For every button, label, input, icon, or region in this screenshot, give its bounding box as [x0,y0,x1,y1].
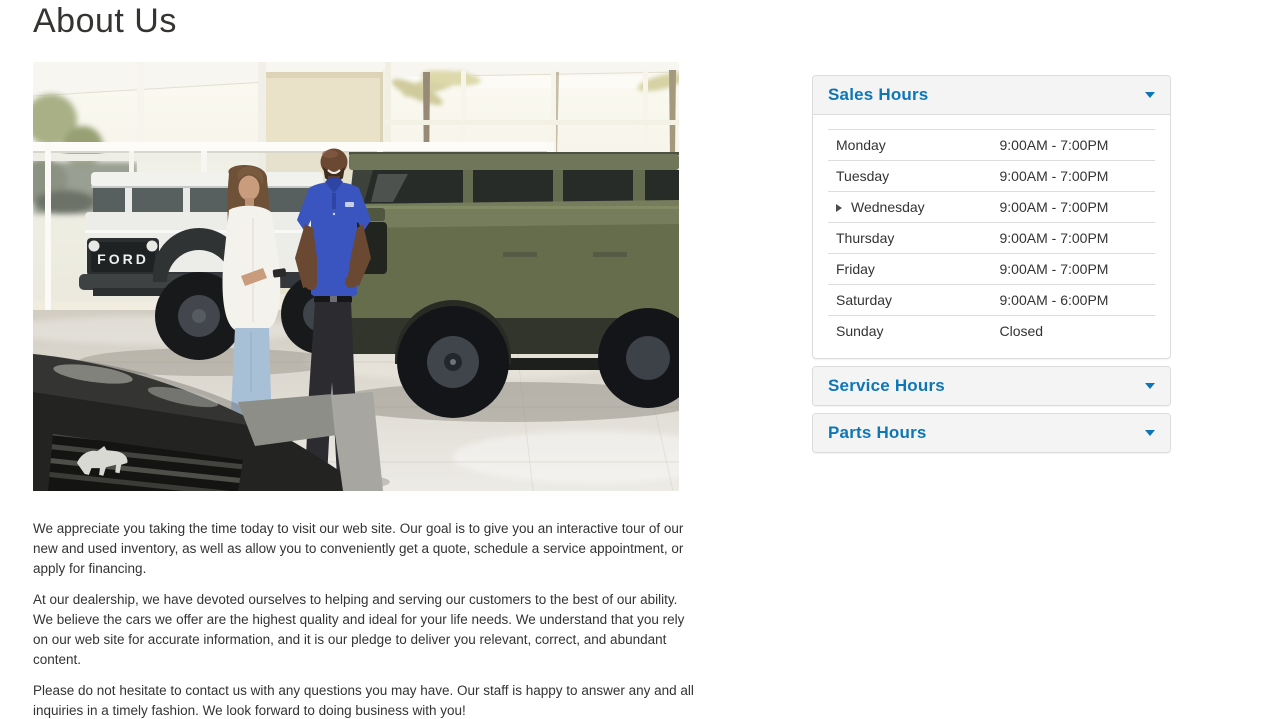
parts-hours-toggle[interactable] [813,414,1170,452]
day-label: Tuesday [836,168,890,184]
day-label: Thursday [836,230,895,246]
hours-value: 9:00AM - 7:00PM [999,261,1109,277]
contact-paragraph: Please do not hesitate to contact us with any questions you may have. Our staff is happy to answer any and all inquiries in a timely fashion. We look forward to doing business with you! [33,683,694,718]
hours-value: 9:00AM - 7:00PM [999,137,1109,153]
service-hours-title: Service Hours [828,376,945,395]
day-label: Saturday [836,292,893,308]
hours-value: 9:00AM - 7:00PM [999,230,1109,246]
sales-hours-panel [812,75,1171,359]
page-title: About Us [33,2,177,40]
day-label-text: Wednesday [851,199,925,215]
day-label [828,192,992,223]
parts-hours-title: Parts Hours [828,423,927,442]
day-label: Friday [836,261,875,277]
day-label: Monday [836,137,886,153]
hours-row-tuesday [828,161,1155,192]
hours-value: 9:00AM - 7:00PM [999,168,1109,184]
sales-hours-body [813,114,1170,358]
sales-hours-title: Sales Hours [828,85,929,104]
dealership-paragraph: At our dealership, we have devoted ourselves to helping and serving our customers to the best of our ability. We believe the cars we offer are the highest quality and ideal for your life needs. We understand that you rely on our web site for accurate information, and it is our pledge to deliver you relevant, correct, and abundant content. [33,592,685,667]
chevron-down-icon [1145,430,1155,436]
hours-value: Closed [999,323,1044,339]
hours-row-friday [828,254,1155,285]
hours-row-sunday [828,316,1155,347]
intro-paragraph: We appreciate you taking the time today to visit our web site. Our goal is to give you an interactive tour of our new and used inventory, as well as allow you to conveniently get a quote, schedule a service appointment, or apply for financing. [33,521,684,576]
day-label: Sunday [836,323,884,339]
chevron-down-icon [1145,92,1155,98]
hours-row-saturday [828,285,1155,316]
showroom-scene [33,62,679,491]
hours-value: 9:00AM - 6:00PM [999,292,1109,308]
ford-grille-text: FORD [97,251,149,267]
service-hours-toggle[interactable] [813,367,1170,405]
chevron-down-icon [1145,383,1155,389]
dealership-showroom-photo [33,62,679,491]
hours-row-thursday [828,223,1155,254]
about-copy [33,519,695,719]
hours-row-monday [828,130,1155,161]
current-day-marker-icon [836,204,842,212]
service-hours-panel [812,366,1171,406]
hours-value: 9:00AM - 7:00PM [999,199,1109,215]
hours-column [812,75,1171,460]
hours-row-wednesday-current [828,192,1155,223]
sales-hours-table [828,129,1155,346]
parts-hours-panel [812,413,1171,453]
sales-hours-toggle[interactable] [813,76,1170,114]
